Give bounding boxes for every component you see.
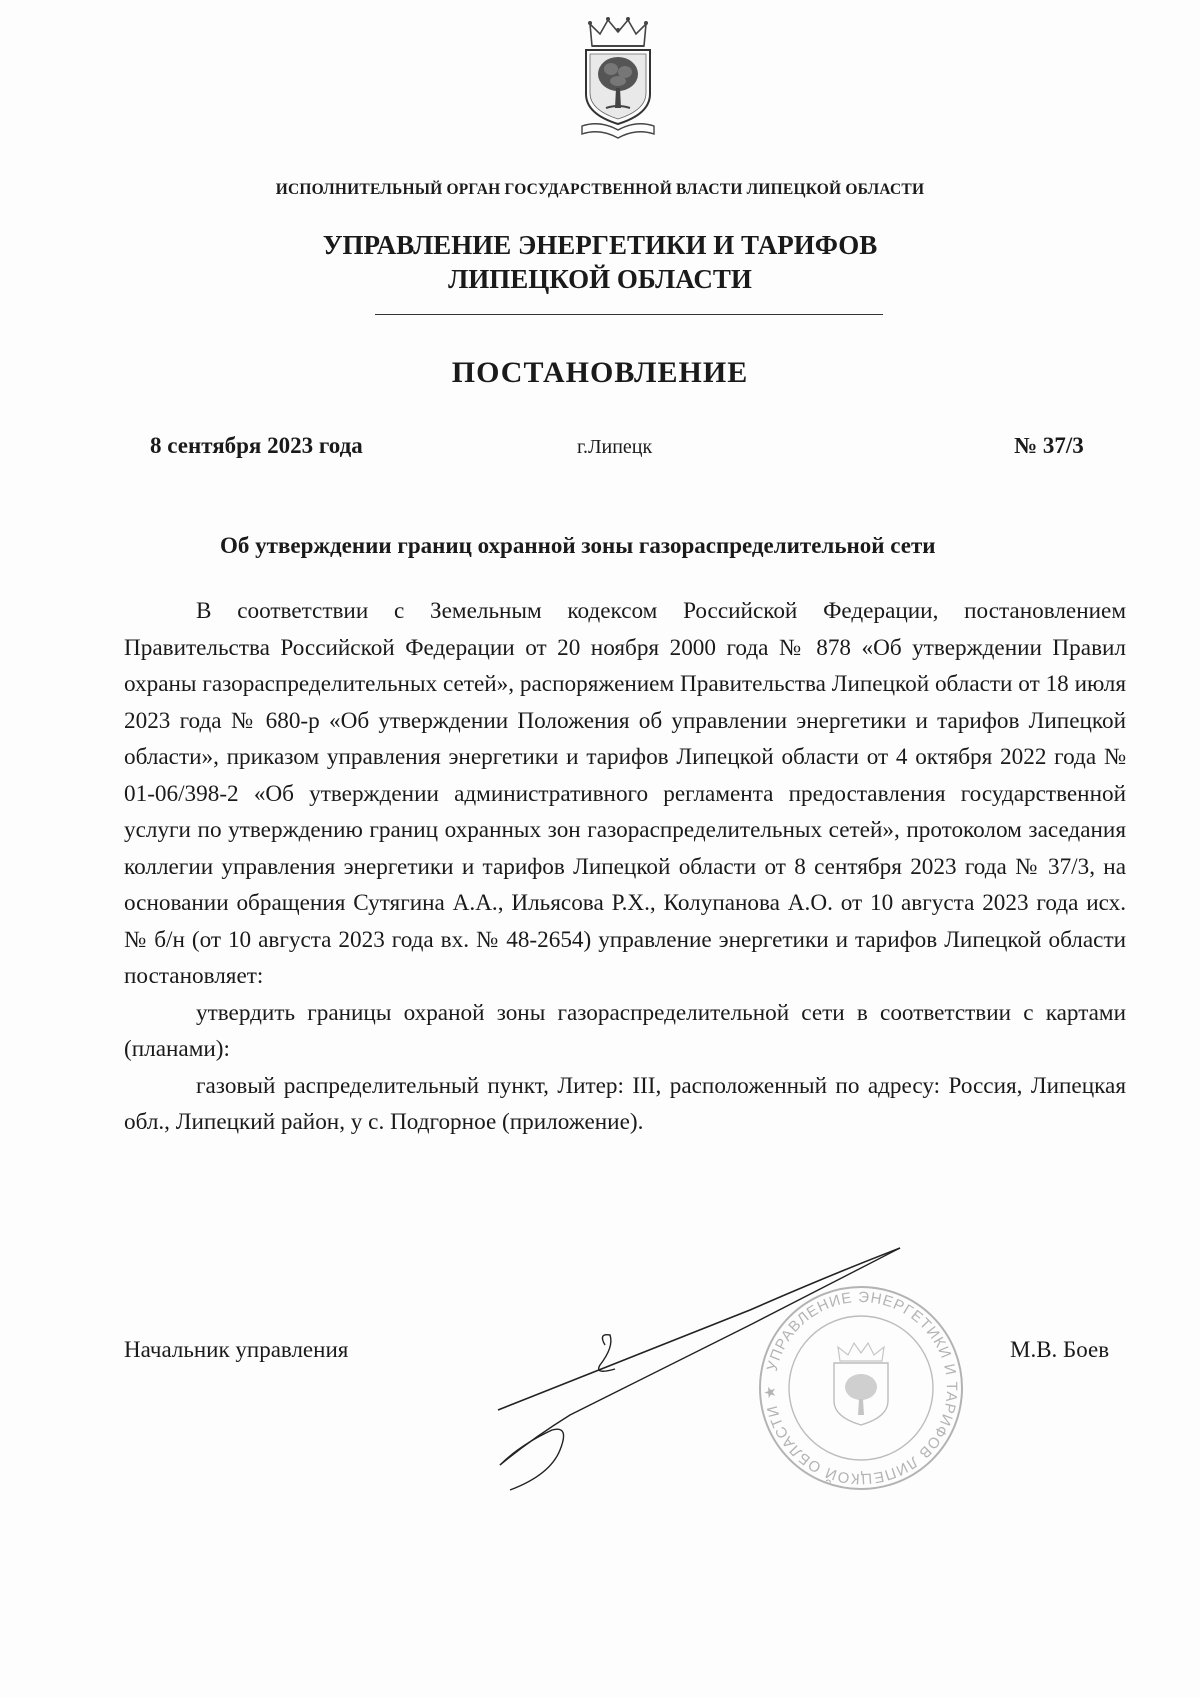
body-paragraph: утвердить границы охраной зоны газораспределительной сети в соответствии с картами (планами): bbox=[124, 999, 1126, 1062]
body-paragraph: В соответствии с Земельным кодексом Российской Федерации, постановлением Правительства Российской Федерации от 20 ноября 2000 года № 878 «Об утверждении Правил охраны газораспределительных сетей», распоряжением Правительства Липецкой области от 18 июля 2023 года № 680-р «Об утверждении Положения об управлении энергетики и тарифов Липецкой области», приказом управления энергетики и тарифов Липецкой области от 4 октября 2022 года № 01-06/398-2 «Об утверждении административного регламента предоставления государственной услуги по утверждению границ охранных зон газораспределительных сетей», протоколом заседания коллегии управления энергетики и тарифов Липецкой области от 8 сентября 2023 года № 37/3, на основании обращения Сутягина А.А., Ильясова Р.Х., Колупанова А.О. от 10 августа 2023 года исх. № б/н (от 10 августа 2023 года вх. № 48-2654) управление энергетики и тарифов Липецкой области постановляет: bbox=[124, 598, 1126, 989]
document-number: № 37/3 bbox=[1014, 433, 1084, 458]
document-type: ПОСТАНОВЛЕНИЕ bbox=[451, 356, 749, 389]
department-line-1: УПРАВЛЕНИЕ ЭНЕРГЕТИКИ И ТАРИФОВ bbox=[322, 230, 878, 260]
document-body bbox=[124, 593, 1126, 1141]
header-divider bbox=[375, 314, 883, 315]
handwritten-signature-icon bbox=[490, 1215, 980, 1495]
coat-of-arms-icon bbox=[578, 16, 658, 142]
svg-text:УПРАВЛЕНИЕ ЭНЕРГЕТИКИ И ТАРИФО: УПРАВЛЕНИЕ ЭНЕРГЕТИКИ И ТАРИФОВ ЛИПЕЦКОЙ ОБЛАСТИ ★ bbox=[761, 1288, 961, 1488]
signatory-name: М.В. Боев bbox=[1010, 1337, 1110, 1362]
document-subject: Об утверждении границ охранной зоны газораспределительной сети bbox=[220, 533, 936, 558]
authority-line: ИСПОЛНИТЕЛЬНЫЙ ОРГАН ГОСУДАРСТВЕННОЙ ВЛАСТИ ЛИПЕЦКОЙ ОБЛАСТИ bbox=[275, 181, 925, 198]
department-line-2: ЛИПЕЦКОЙ ОБЛАСТИ bbox=[448, 264, 752, 294]
document-city: г.Липецк bbox=[577, 436, 653, 458]
department-name bbox=[0, 228, 1200, 296]
document-date: 8 сентября 2023 года bbox=[150, 433, 363, 458]
signatory-position: Начальник управления bbox=[124, 1337, 349, 1362]
body-paragraph: газовый распределительный пункт, Литер: III, расположенный по адресу: Россия, Липецкая обл., Липецкий район, у с. Подгорное (приложение). bbox=[124, 1072, 1126, 1135]
